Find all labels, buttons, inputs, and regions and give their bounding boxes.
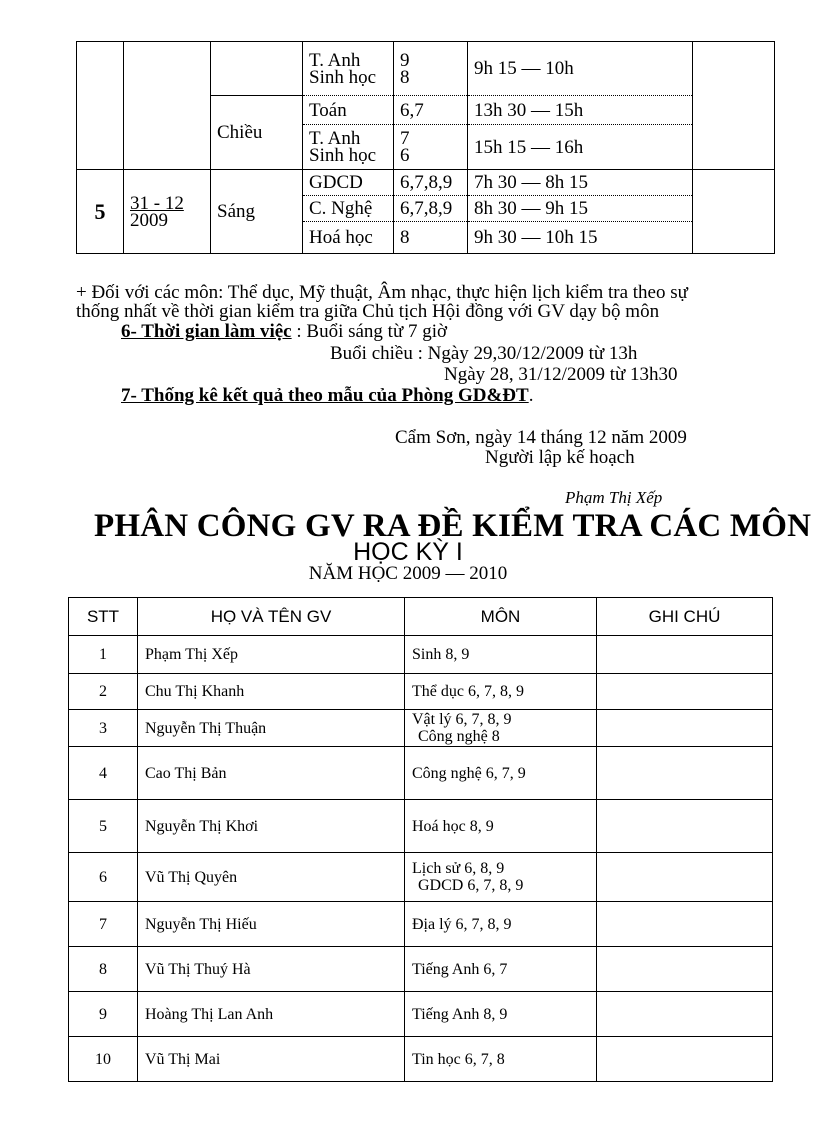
cell-note [597, 747, 773, 800]
cell-teacher-name: Nguyễn Thị Hiếu [138, 902, 405, 947]
schedule-subject: T. Anh Sinh học [303, 42, 394, 96]
table-row [69, 710, 773, 747]
schedule-subject: Toán [303, 96, 394, 125]
teacher-assignment-table [68, 597, 773, 1082]
item-6-morning: : Buổi sáng từ 7 giờ [296, 321, 448, 342]
signature-role: Người lập kế hoạch [485, 447, 635, 468]
school-year: NĂM HỌC 2009 — 2010 [308, 563, 508, 584]
table-row [69, 853, 773, 902]
signature-place-date: Cẩm Sơn, ngày 14 tháng 12 năm 2009 [395, 427, 687, 448]
cell-teacher-name: Vũ Thị Mai [138, 1037, 405, 1082]
cell-subject: Địa lý 6, 7, 8, 9 [405, 902, 597, 947]
item-6 [121, 322, 447, 342]
schedule-day-cell [77, 42, 124, 170]
cell-subject: Thể dục 6, 7, 8, 9 [405, 674, 597, 710]
schedule-row [77, 42, 775, 96]
cell-teacher-name: Nguyễn Thị Khơi [138, 800, 405, 853]
header-name: HỌ VÀ TÊN GV [138, 598, 405, 636]
cell-stt: 3 [69, 710, 138, 747]
schedule-subject: T. Anh Sinh học [303, 125, 394, 170]
schedule-time: 7h 30 — 8h 15 [468, 170, 693, 196]
cell-stt: 1 [69, 636, 138, 674]
note-line-2: thống nhất về thời gian kiểm tra giữa Chủ tịch Hội đồng với GV dạy bộ môn [76, 301, 660, 322]
table-row [69, 636, 773, 674]
item-6-heading: 6- Thời gian làm việc [121, 321, 292, 342]
cell-subject: Tiếng Anh 6, 7 [405, 947, 597, 992]
cell-teacher-name: Vũ Thị Thuý Hà [138, 947, 405, 992]
schedule-grade: 9 8 [394, 42, 468, 96]
item-7: 7- Thống kê kết quả theo mẫu của Phòng GD&ĐT. [121, 385, 534, 406]
table-row [69, 902, 773, 947]
cell-teacher-name: Hoàng Thị Lan Anh [138, 992, 405, 1037]
document-title: PHÂN CÔNG GV RA ĐỀ KIỂM TRA CÁC MÔN [94, 508, 812, 544]
schedule-date: 31 - 12 2009 [124, 170, 211, 254]
signature-name: Phạm Thị Xếp [565, 488, 663, 507]
schedule-time: 13h 30 — 15h [468, 96, 693, 125]
note-line-1: + Đối với các môn: Thể dục, Mỹ thuật, Âm nhạc, thực hiện lịch kiểm tra theo sự [76, 282, 688, 303]
cell-stt: 10 [69, 1037, 138, 1082]
table-row [69, 674, 773, 710]
cell-subject: Vật lý 6, 7, 8, 9 Công nghệ 8 [405, 710, 597, 747]
schedule-session: Chiều [211, 96, 303, 170]
cell-teacher-name: Chu Thị Khanh [138, 674, 405, 710]
cell-note [597, 1037, 773, 1082]
header-note: GHI CHÚ [597, 598, 773, 636]
schedule-time: 9h 30 — 10h 15 [468, 222, 693, 254]
schedule-subject: C. Nghệ [303, 196, 394, 222]
item-6-afternoon-2: Ngày 28, 31/12/2009 từ 13h30 [444, 364, 678, 385]
cell-stt: 4 [69, 747, 138, 800]
table-row [69, 992, 773, 1037]
table-row [69, 947, 773, 992]
header-subject: MÔN [405, 598, 597, 636]
cell-stt: 9 [69, 992, 138, 1037]
cell-note [597, 800, 773, 853]
cell-note [597, 853, 773, 902]
schedule-subject: Hoá học [303, 222, 394, 254]
table-row [69, 1037, 773, 1082]
schedule-date-cell [124, 42, 211, 170]
cell-stt: 2 [69, 674, 138, 710]
cell-note [597, 674, 773, 710]
cell-subject: Lịch sử 6, 8, 9 GDCD 6, 7, 8, 9 [405, 853, 597, 902]
schedule-row [77, 170, 775, 196]
schedule-day-number: 5 [77, 170, 124, 254]
schedule-subject: GDCD [303, 170, 394, 196]
table-row [69, 800, 773, 853]
cell-teacher-name: Nguyễn Thị Thuận [138, 710, 405, 747]
cell-note [597, 902, 773, 947]
schedule-grade: 7 6 [394, 125, 468, 170]
cell-subject: Tin học 6, 7, 8 [405, 1037, 597, 1082]
schedule-grade: 6,7,8,9 [394, 196, 468, 222]
schedule-time: 9h 15 — 10h [468, 42, 693, 96]
cell-teacher-name: Cao Thị Bản [138, 747, 405, 800]
cell-subject: Tiếng Anh 8, 9 [405, 992, 597, 1037]
cell-note [597, 992, 773, 1037]
schedule-session: Sáng [211, 170, 303, 254]
cell-stt: 7 [69, 902, 138, 947]
cell-stt: 5 [69, 800, 138, 853]
item-6-afternoon: Buổi chiều : Ngày 29,30/12/2009 từ 13h [330, 343, 638, 364]
schedule-time: 15h 15 — 16h [468, 125, 693, 170]
cell-stt: 8 [69, 947, 138, 992]
schedule-grade: 8 [394, 222, 468, 254]
cell-teacher-name: Phạm Thị Xếp [138, 636, 405, 674]
document-subtitle: HỌC KỲ I [353, 538, 463, 566]
schedule-session-cell [211, 42, 303, 96]
schedule-note-cell [693, 170, 775, 254]
header-stt: STT [69, 598, 138, 636]
cell-stt: 6 [69, 853, 138, 902]
cell-note [597, 636, 773, 674]
item-7-heading: 7- Thống kê kết quả theo mẫu của Phòng GD&ĐT [121, 385, 529, 406]
table-row [69, 747, 773, 800]
schedule-grade: 6,7 [394, 96, 468, 125]
cell-subject: Hoá học 8, 9 [405, 800, 597, 853]
cell-subject: Công nghệ 6, 7, 9 [405, 747, 597, 800]
table-header-row [69, 598, 773, 636]
exam-schedule-table [76, 41, 775, 254]
schedule-grade: 6,7,8,9 [394, 170, 468, 196]
schedule-time: 8h 30 — 9h 15 [468, 196, 693, 222]
cell-subject: Sinh 8, 9 [405, 636, 597, 674]
cell-teacher-name: Vũ Thị Quyên [138, 853, 405, 902]
cell-note [597, 710, 773, 747]
schedule-note-cell [693, 42, 775, 170]
cell-note [597, 947, 773, 992]
